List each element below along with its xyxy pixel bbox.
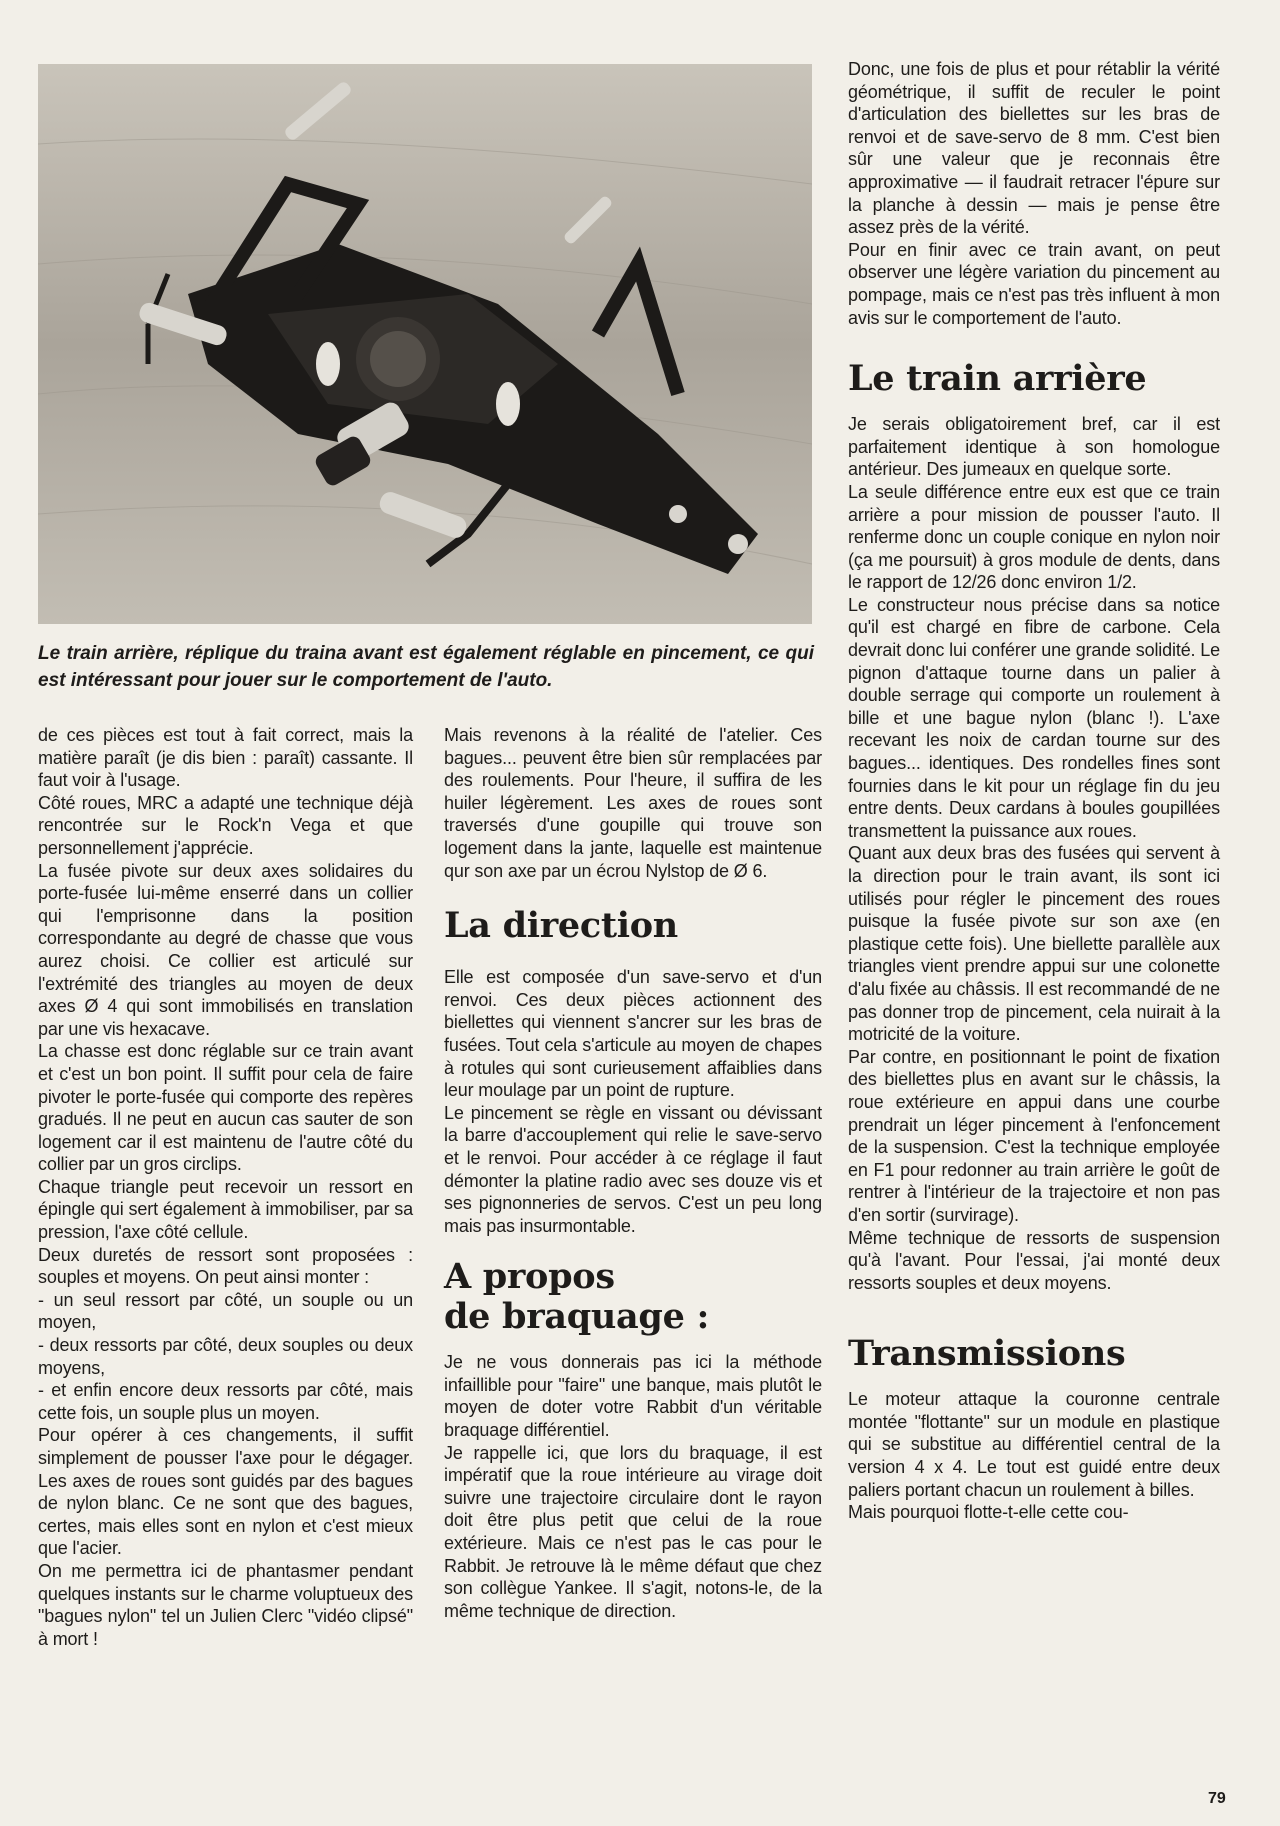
heading-transmissions: Transmissions [848,1333,1126,1375]
paragraph: Je ne vous donnerais pas ici la méthode infaillible pour "faire" une banque, mais plutôt le moyen de doter votre Rabbit d'un véritable braquage différentiel. [444,1352,822,1441]
rear-axle-illustration [38,64,812,624]
paragraph: Quant aux deux bras des fusées qui servent à la direction pour le train avant, ils sont ici utilisés pour régler le pincement des roues puisque la fusée pivote sur son axe (en plastique cette fois). Une biellette parallèle aux triangles vient prendre appui sur une colonette d'alu fixée au châssis. Il est recommandé de ne pas donner trop de pincement, cela nuirait à la motricité de la voiture. [848,843,1220,1045]
list-item: - un seul ressort par côté, un souple ou un moyen, [38,1289,413,1333]
paragraph: Je rappelle ici, que lors du braquage, il est impératif que la roue intérieure au virage doit suivre une trajectoire circulaire dont le rayon doit être plus petit que celui de la roue extérieure. Mais ce n'est pas le cas pour le Rabbit. Je retrouve là le même défaut que chez son collègue Yankee. Il s'agit, notons-le, de la même technique de direction. [444,1442,822,1621]
heading-braquage-line1: A propos [444,1256,615,1298]
paragraph: Pour opérer à ces changements, il suffit simplement de pousser l'axe pour le dégager. Les axes de roues sont guidés par des bagues de nylon blanc. Ce ne sont que des bagues, certes, mais elles sont en nylon et c'est mieux que l'acier. [38,1425,413,1559]
paragraph: La seule différence entre eux est que ce train arrière a pour mission de pousser l'auto. Il renferme donc un couple conique en nylon noir (ça me poursuit) à gros module de dents, dans le rapport de 12/26 donc environ 1/2. [848,481,1220,593]
paragraph: Côté roues, MRC a adapté une technique déjà rencontrée sur le Rock'n Vega et que personnellement j'apprécie. [38,792,413,858]
column-right [848,58,1220,1524]
paragraph: Je serais obligatoirement bref, car il est parfaitement identique à son homologue antérieur. Des jumeaux en quelque sorte. [848,414,1220,480]
paragraph: La fusée pivote sur deux axes solidaires du porte-fusée lui-même enserré dans un collier qui l'emprisonne dans la position correspondante au degré de chasse que vous aurez choisi. Ce collier est articulé sur l'extrémité des triangles au moyen de deux axes Ø 4 qui sont immobilisés en translation par une vis hexacave. [38,860,413,1039]
list-item: - deux ressorts par côté, deux souples ou deux moyens, [38,1335,413,1378]
heading-train-arriere: Le train arrière [848,358,1147,400]
heading-direction: La direction [444,905,678,947]
paragraph: Le moteur attaque la couronne centrale montée "flottante" sur un module en plastique qui se substitue au différentiel central de la version 4 x 4. Le tout est guidé entre deux paliers portant chacun un roulement à billes. [848,1389,1220,1500]
paragraph: Mais pourquoi flotte-t-elle cette cou- [848,1502,1129,1523]
paragraph: Elle est composée d'un save-servo et d'un renvoi. Ces deux pièces actionnent des biellettes qui viennent s'ancrer sur les bras de fusées. Tout cela s'articule au moyen de chapes à rotules qui sont curieusement affaiblies dans leur moulage par un point de rupture. [444,967,822,1101]
paragraph: On me permettra ici de phantasmer pendant quelques instants sur le charme voluptueux des "bagues nylon" tel un Julien Clerc "vidéo clipsé" à mort ! [38,1560,413,1649]
rear-axle-photo [38,64,812,624]
paragraph: La chasse est donc réglable sur ce train avant et c'est un bon point. Il suffit pour cela de faire pivoter le porte-fusée qui comporte des repères gradués. Il ne peut en aucun cas sauter de son logement car il est maintenu de l'autre côté du collier par un gros circlips. [38,1041,413,1175]
paragraph: Donc, une fois de plus et pour rétablir la vérité géométrique, il suffit de reculer le point d'articulation des biellettes sur les bras de renvoi et de save-servo de 8 mm. C'est bien sûr une valeur que je reconnais être approximative — il faudrait retracer l'épure sur la planche à dessin — mais je pense être assez près de la vérité. [848,59,1220,238]
paragraph: Le pincement se règle en vissant ou dévissant la barre d'accouplement qui relie le save-servo et le renvoi. Pour accéder à ce réglage il faut démonter la platine radio avec ses douze vis et ses pignonneries de servos. C'est un peu long mais pas insurmontable. [444,1102,822,1236]
heading-braquage [444,1257,822,1337]
paragraph: Par contre, en positionnant le point de fixation des biellettes plus en avant sur le châssis, la roue extérieure en appui dans une courbe prendrait un léger pincement à l'enfoncement de la suspension. C'est la technique employée en F1 pour redonner au train arrière le goût de rentrer à l'intérieur de la trajectoire et non pas d'en sortir (survirage). [848,1046,1220,1225]
paragraph: Le constructeur nous précise dans sa notice qu'il est chargé en fibre de carbone. Cela devrait donc lui conférer une grande solidité. Le pignon d'attaque tourne dans un palier à double serrage qui comporte un roulement à bille et une bague nylon (blanc !). L'axe recevant les noix de cardan tourne sur des bagues... identiques. Des rondelles fines sont fournies dans le kit pour un réglage fin du jeu entre dents. Deux cardans à boules goupillées transmettent la puissance aux roues. [848,594,1220,841]
page-number: 79 [1208,1790,1226,1807]
paragraph: Même technique de ressorts de suspension qu'à l'avant. Pour l'essai, j'ai monté deux ressorts souples et deux moyens. [848,1227,1220,1293]
column-middle [444,724,822,1622]
paragraph: Deux duretés de ressort sont proposées : souples et moyens. On peut ainsi monter : [38,1244,413,1288]
paragraph: Mais revenons à la réalité de l'atelier. Ces bagues... peuvent être bien sûr remplacées par des roulements. Pour l'heure, il suffira de les huiler légèrement. Les axes de roues sont traversés d'une goupille qui trouve son logement dans la jante, laquelle est maintenue qur son axe par un écrou Nylstop de Ø 6. [444,725,822,881]
photo-caption: Le train arrière, réplique du traina avant est également réglable en pincement, ce qui est intéressant pour jouer sur le comportement de l'auto. [38,643,814,691]
heading-braquage-line2: de braquage : [444,1296,710,1338]
list-item: - et enfin encore deux ressorts par côté, mais cette fois, un souple plus un moyen. [38,1380,413,1423]
paragraph: Pour en finir avec ce train avant, on peut observer une légère variation du pincement au pompage, mais ce n'est pas très influent à mon avis sur le comportement de l'auto. [848,239,1220,328]
column-left [38,724,413,1650]
paragraph: de ces pièces est tout à fait correct, mais la matière paraît (je dis bien : paraît) cassante. Il faut voir à l'usage. [38,725,413,791]
paragraph: Chaque triangle peut recevoir un ressort en épingle qui sert également à immobiliser, par sa pression, l'axe côté cellule. [38,1176,413,1243]
